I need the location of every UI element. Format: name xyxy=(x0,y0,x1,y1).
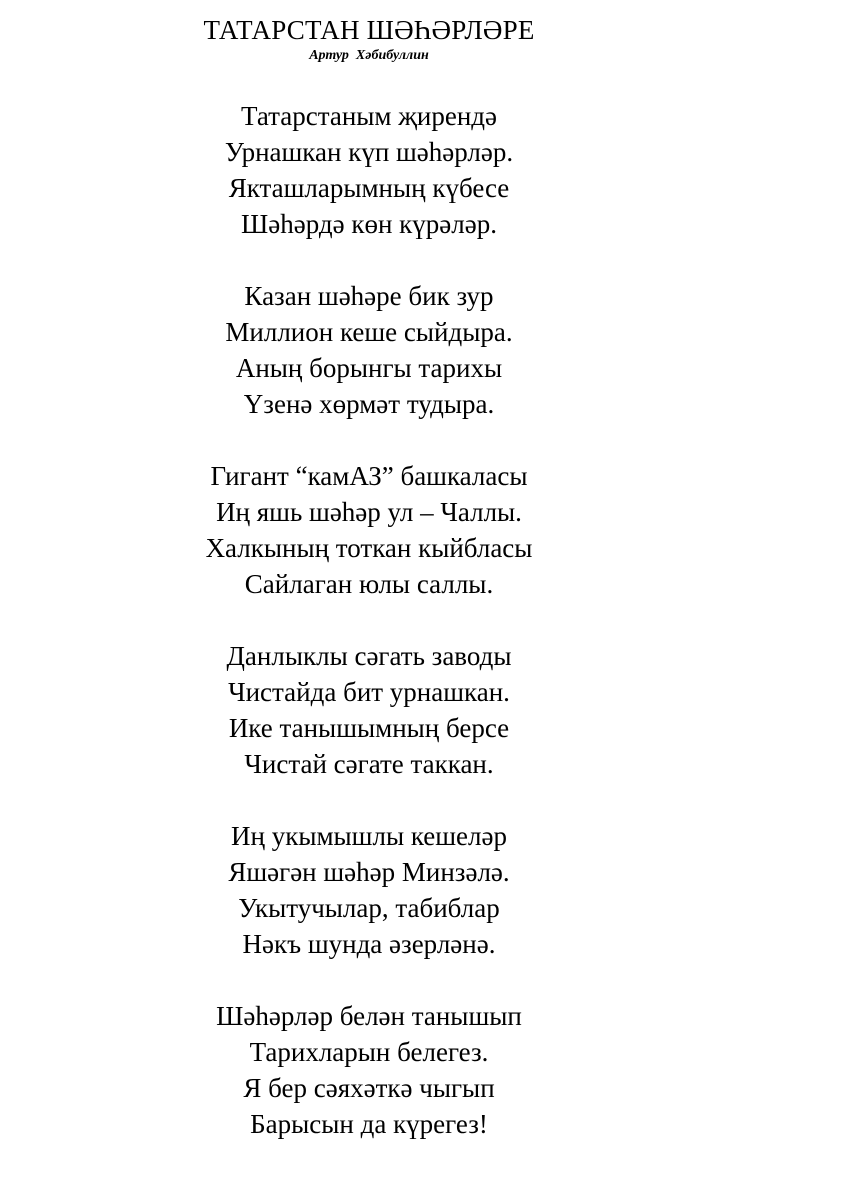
poem-line: Чистайда бит урнашкан. xyxy=(228,677,510,707)
poem-line: Үзенә хөрмәт тудыра. xyxy=(243,389,495,419)
poem-line: Шәһәрдә көн күрәләр. xyxy=(241,209,497,239)
poem-line: Барысын да күрегез! xyxy=(250,1109,488,1139)
poem-line: Миллион кеше сыйдыра. xyxy=(225,317,513,347)
stanza-6 xyxy=(0,998,738,1142)
poem-line: Гигант “камАЗ” башкаласы xyxy=(210,461,528,491)
poem-line: Казан шәһәре бик зур xyxy=(244,281,494,311)
poem-line: Шәһәрләр белән танышып xyxy=(216,1001,522,1031)
poem-line: Укытучылар, табиблар xyxy=(238,893,500,923)
poem-line: Данлыклы сәгать заводы xyxy=(226,641,512,671)
poem-line: Иң яшь шәһәр ул – Чаллы. xyxy=(216,497,522,527)
poem-line: Халкының тоткан кыйбласы xyxy=(205,533,533,563)
stanza-5 xyxy=(0,818,738,962)
stanza-1 xyxy=(0,98,738,242)
stanza-4 xyxy=(0,638,738,782)
poem-line: Урнашкан күп шәһәрләр. xyxy=(224,137,514,167)
poem-title: ТАТАРСТАН ШӘҺӘРЛӘРЕ xyxy=(203,15,535,45)
poem-author: Артур Хәбибуллин xyxy=(309,48,429,63)
poem-line: Я бер сәяхәткә чыгып xyxy=(243,1073,495,1103)
poem-line: Чистай сәгате таккан. xyxy=(244,749,494,779)
poem-line: Иң укымышлы кешеләр xyxy=(231,821,507,851)
poem-line: Аның борынгы тарихы xyxy=(235,353,503,383)
poem-body xyxy=(0,98,738,1178)
poem-line: Якташларымның күбесе xyxy=(228,173,510,203)
poem-line: Яшәгән шәһәр Минзәлә. xyxy=(228,857,510,887)
poem-line: Татарстаным җирендә xyxy=(241,101,497,131)
poem-line: Сайлаган юлы саллы. xyxy=(244,569,494,599)
stanza-3 xyxy=(0,458,738,602)
poem-line: Ике танышымның берсе xyxy=(228,713,510,743)
poem-line: Нәкъ шунда әзерләнә. xyxy=(242,929,496,959)
poem-line: Тарихларын белегез. xyxy=(249,1037,489,1067)
stanza-2 xyxy=(0,278,738,422)
